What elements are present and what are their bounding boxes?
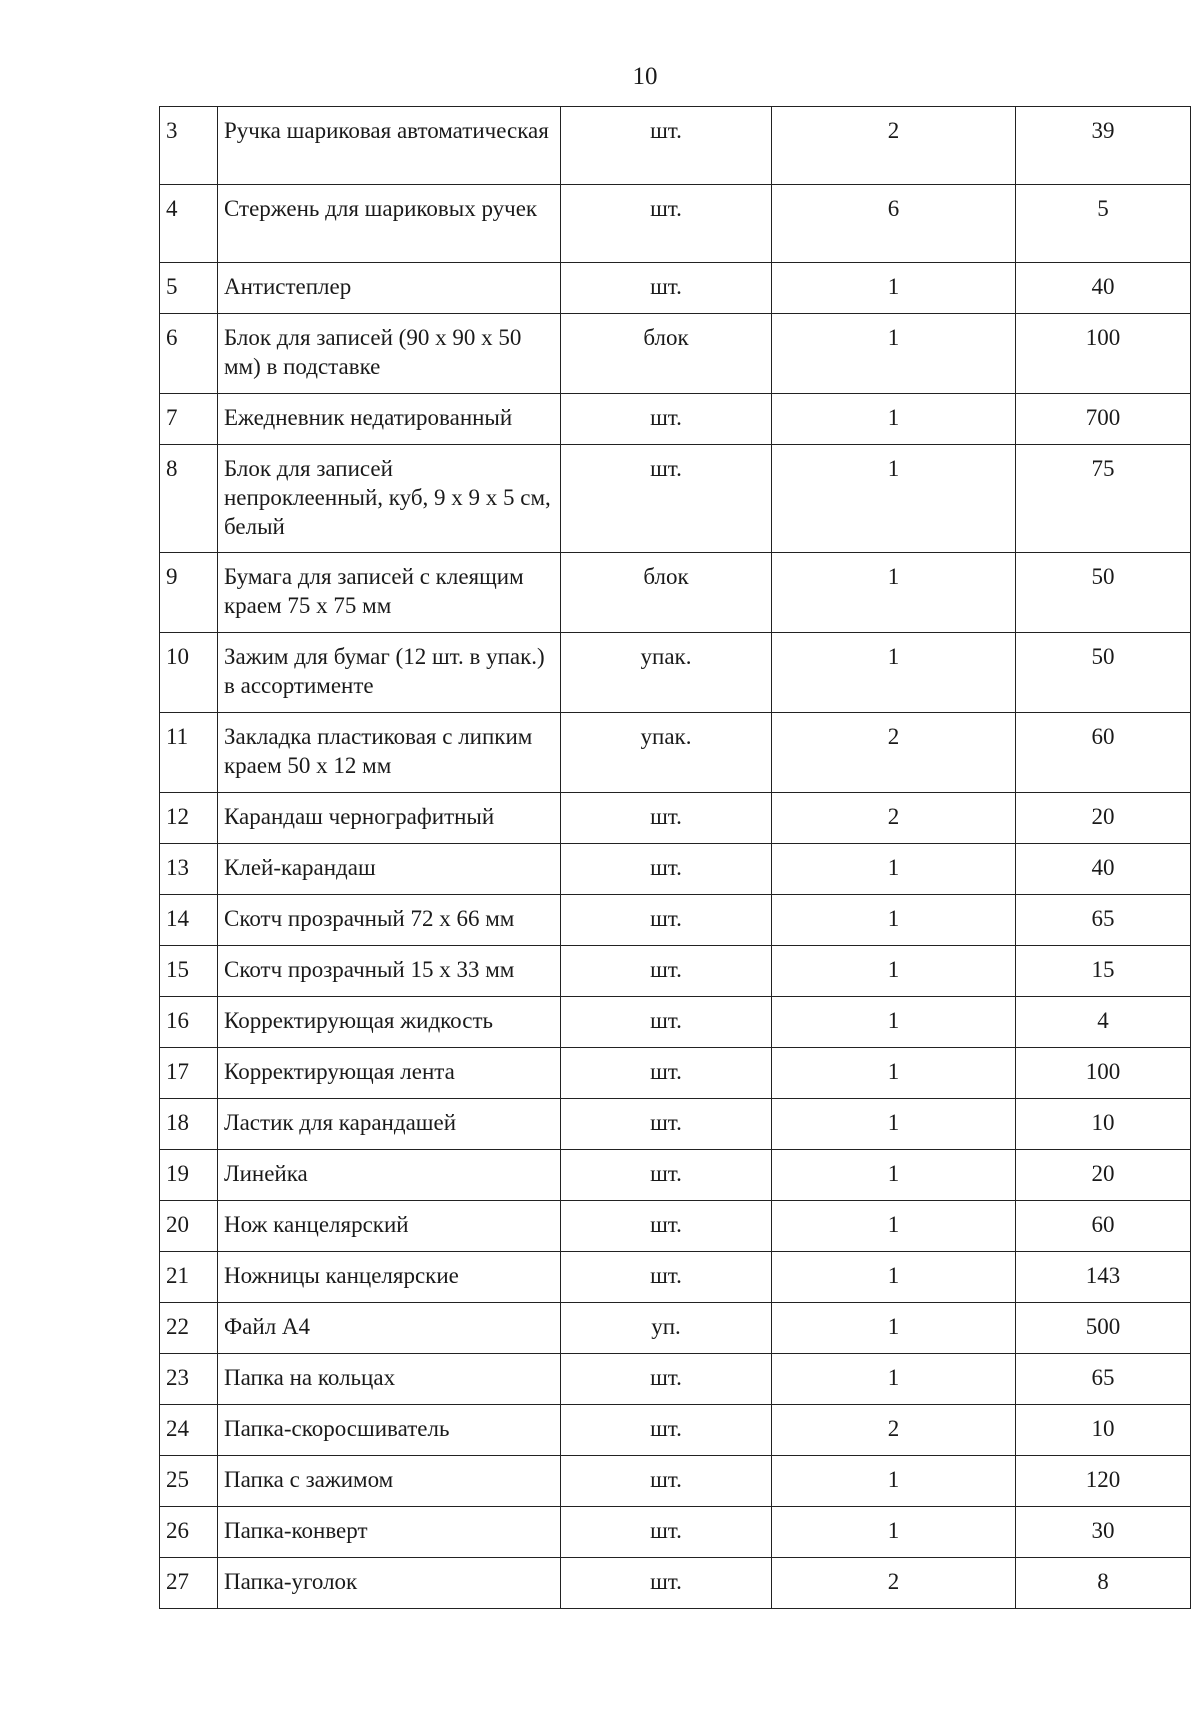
- item-price: 40: [1016, 263, 1191, 314]
- table-row: [160, 445, 1191, 553]
- table-row: [160, 553, 1191, 633]
- items-table: [159, 106, 1191, 1609]
- item-price: 8: [1016, 1558, 1191, 1609]
- table-row: [160, 263, 1191, 314]
- item-price: 15: [1016, 946, 1191, 997]
- item-unit: шт.: [561, 107, 772, 185]
- item-price: 700: [1016, 394, 1191, 445]
- item-name: Нож канцелярский: [218, 1201, 561, 1252]
- item-unit: упак.: [561, 713, 772, 793]
- item-price: 100: [1016, 1048, 1191, 1099]
- item-price: 10: [1016, 1405, 1191, 1456]
- item-name: Корректирующая лента: [218, 1048, 561, 1099]
- table-row: [160, 1456, 1191, 1507]
- item-price: 4: [1016, 997, 1191, 1048]
- item-quantity: 1: [772, 1456, 1016, 1507]
- item-unit: шт.: [561, 997, 772, 1048]
- item-price: 20: [1016, 793, 1191, 844]
- item-unit: упак.: [561, 633, 772, 713]
- item-price: 40: [1016, 844, 1191, 895]
- row-number: 23: [160, 1354, 218, 1405]
- item-unit: шт.: [561, 1405, 772, 1456]
- item-quantity: 1: [772, 314, 1016, 394]
- item-quantity: 1: [772, 1252, 1016, 1303]
- table-row: [160, 1405, 1191, 1456]
- row-number: 9: [160, 553, 218, 633]
- item-price: 65: [1016, 895, 1191, 946]
- row-number: 12: [160, 793, 218, 844]
- item-price: 50: [1016, 553, 1191, 633]
- item-name: Папка с зажимом: [218, 1456, 561, 1507]
- item-name: Блок для записей (90 х 90 х 50 мм) в подставке: [218, 314, 561, 394]
- item-name: Ручка шариковая автоматическая: [218, 107, 561, 185]
- item-quantity: 2: [772, 1405, 1016, 1456]
- item-quantity: 1: [772, 1303, 1016, 1354]
- row-number: 24: [160, 1405, 218, 1456]
- row-number: 26: [160, 1507, 218, 1558]
- row-number: 15: [160, 946, 218, 997]
- item-name: Файл А4: [218, 1303, 561, 1354]
- item-name: Клей-карандаш: [218, 844, 561, 895]
- table-row: [160, 1507, 1191, 1558]
- row-number: 16: [160, 997, 218, 1048]
- item-quantity: 1: [772, 553, 1016, 633]
- item-name: Линейка: [218, 1150, 561, 1201]
- item-unit: шт.: [561, 394, 772, 445]
- item-name: Папка на кольцах: [218, 1354, 561, 1405]
- row-number: 19: [160, 1150, 218, 1201]
- item-unit: шт.: [561, 895, 772, 946]
- item-quantity: 2: [772, 1558, 1016, 1609]
- item-unit: блок: [561, 553, 772, 633]
- item-price: 75: [1016, 445, 1191, 553]
- row-number: 6: [160, 314, 218, 394]
- item-name: Бумага для записей с клеящим краем 75 х 75 мм: [218, 553, 561, 633]
- row-number: 20: [160, 1201, 218, 1252]
- item-unit: шт.: [561, 1558, 772, 1609]
- row-number: 5: [160, 263, 218, 314]
- item-unit: шт.: [561, 185, 772, 263]
- item-price: 60: [1016, 1201, 1191, 1252]
- item-name: Ножницы канцелярские: [218, 1252, 561, 1303]
- row-number: 27: [160, 1558, 218, 1609]
- item-quantity: 1: [772, 1354, 1016, 1405]
- item-quantity: 1: [772, 844, 1016, 895]
- item-price: 30: [1016, 1507, 1191, 1558]
- table-row: [160, 185, 1191, 263]
- table-row: [160, 1099, 1191, 1150]
- row-number: 3: [160, 107, 218, 185]
- item-quantity: 1: [772, 633, 1016, 713]
- item-name: Скотч прозрачный 72 х 66 мм: [218, 895, 561, 946]
- item-price: 60: [1016, 713, 1191, 793]
- table-row: [160, 633, 1191, 713]
- item-unit: шт.: [561, 1252, 772, 1303]
- item-name: Ежедневник недатированный: [218, 394, 561, 445]
- item-quantity: 2: [772, 713, 1016, 793]
- item-quantity: 1: [772, 946, 1016, 997]
- item-quantity: 1: [772, 1048, 1016, 1099]
- row-number: 10: [160, 633, 218, 713]
- item-price: 143: [1016, 1252, 1191, 1303]
- item-quantity: 1: [772, 895, 1016, 946]
- table-row: [160, 1048, 1191, 1099]
- item-unit: уп.: [561, 1303, 772, 1354]
- item-name: Скотч прозрачный 15 х 33 мм: [218, 946, 561, 997]
- item-unit: шт.: [561, 793, 772, 844]
- item-unit: шт.: [561, 946, 772, 997]
- item-unit: шт.: [561, 1354, 772, 1405]
- row-number: 18: [160, 1099, 218, 1150]
- item-unit: шт.: [561, 844, 772, 895]
- row-number: 25: [160, 1456, 218, 1507]
- item-unit: шт.: [561, 1507, 772, 1558]
- item-name: Блок для записей непроклеенный, куб, 9 х 9 х 5 см, белый: [218, 445, 561, 553]
- item-quantity: 1: [772, 394, 1016, 445]
- item-name: Зажим для бумаг (12 шт. в упак.) в ассортименте: [218, 633, 561, 713]
- table-row: [160, 1252, 1191, 1303]
- item-unit: шт.: [561, 1048, 772, 1099]
- item-price: 39: [1016, 107, 1191, 185]
- item-price: 5: [1016, 185, 1191, 263]
- table-row: [160, 314, 1191, 394]
- item-name: Папка-конверт: [218, 1507, 561, 1558]
- table-row: [160, 844, 1191, 895]
- table-row: [160, 394, 1191, 445]
- item-price: 50: [1016, 633, 1191, 713]
- item-price: 120: [1016, 1456, 1191, 1507]
- row-number: 7: [160, 394, 218, 445]
- item-quantity: 1: [772, 997, 1016, 1048]
- page-number: 10: [632, 63, 658, 90]
- row-number: 4: [160, 185, 218, 263]
- item-name: Закладка пластиковая с липким краем 50 х 12 мм: [218, 713, 561, 793]
- item-quantity: 1: [772, 1099, 1016, 1150]
- item-quantity: 1: [772, 445, 1016, 553]
- item-unit: шт.: [561, 1150, 772, 1201]
- item-name: Папка-уголок: [218, 1558, 561, 1609]
- row-number: 8: [160, 445, 218, 553]
- row-number: 21: [160, 1252, 218, 1303]
- table-row: [160, 895, 1191, 946]
- table-row: [160, 793, 1191, 844]
- row-number: 13: [160, 844, 218, 895]
- table-row: [160, 1558, 1191, 1609]
- row-number: 17: [160, 1048, 218, 1099]
- table-row: [160, 1354, 1191, 1405]
- item-quantity: 2: [772, 793, 1016, 844]
- item-quantity: 1: [772, 1150, 1016, 1201]
- item-unit: шт.: [561, 1456, 772, 1507]
- item-price: 65: [1016, 1354, 1191, 1405]
- table-row: [160, 997, 1191, 1048]
- table-row: [160, 1150, 1191, 1201]
- item-name: Антистеплер: [218, 263, 561, 314]
- row-number: 11: [160, 713, 218, 793]
- item-name: Карандаш чернографитный: [218, 793, 561, 844]
- item-unit: блок: [561, 314, 772, 394]
- item-price: 10: [1016, 1099, 1191, 1150]
- item-name: Стержень для шариковых ручек: [218, 185, 561, 263]
- item-name: Ластик для карандашей: [218, 1099, 561, 1150]
- item-price: 20: [1016, 1150, 1191, 1201]
- item-quantity: 1: [772, 1507, 1016, 1558]
- item-unit: шт.: [561, 1099, 772, 1150]
- item-price: 100: [1016, 314, 1191, 394]
- item-name: Папка-скоросшиватель: [218, 1405, 561, 1456]
- item-quantity: 2: [772, 107, 1016, 185]
- table-row: [160, 1201, 1191, 1252]
- row-number: 14: [160, 895, 218, 946]
- table-row: [160, 107, 1191, 185]
- item-name: Корректирующая жидкость: [218, 997, 561, 1048]
- table-row: [160, 1303, 1191, 1354]
- item-unit: шт.: [561, 263, 772, 314]
- item-quantity: 1: [772, 263, 1016, 314]
- item-quantity: 1: [772, 1201, 1016, 1252]
- item-price: 500: [1016, 1303, 1191, 1354]
- item-unit: шт.: [561, 1201, 772, 1252]
- row-number: 22: [160, 1303, 218, 1354]
- item-quantity: 6: [772, 185, 1016, 263]
- table-row: [160, 713, 1191, 793]
- item-unit: шт.: [561, 445, 772, 553]
- table-row: [160, 946, 1191, 997]
